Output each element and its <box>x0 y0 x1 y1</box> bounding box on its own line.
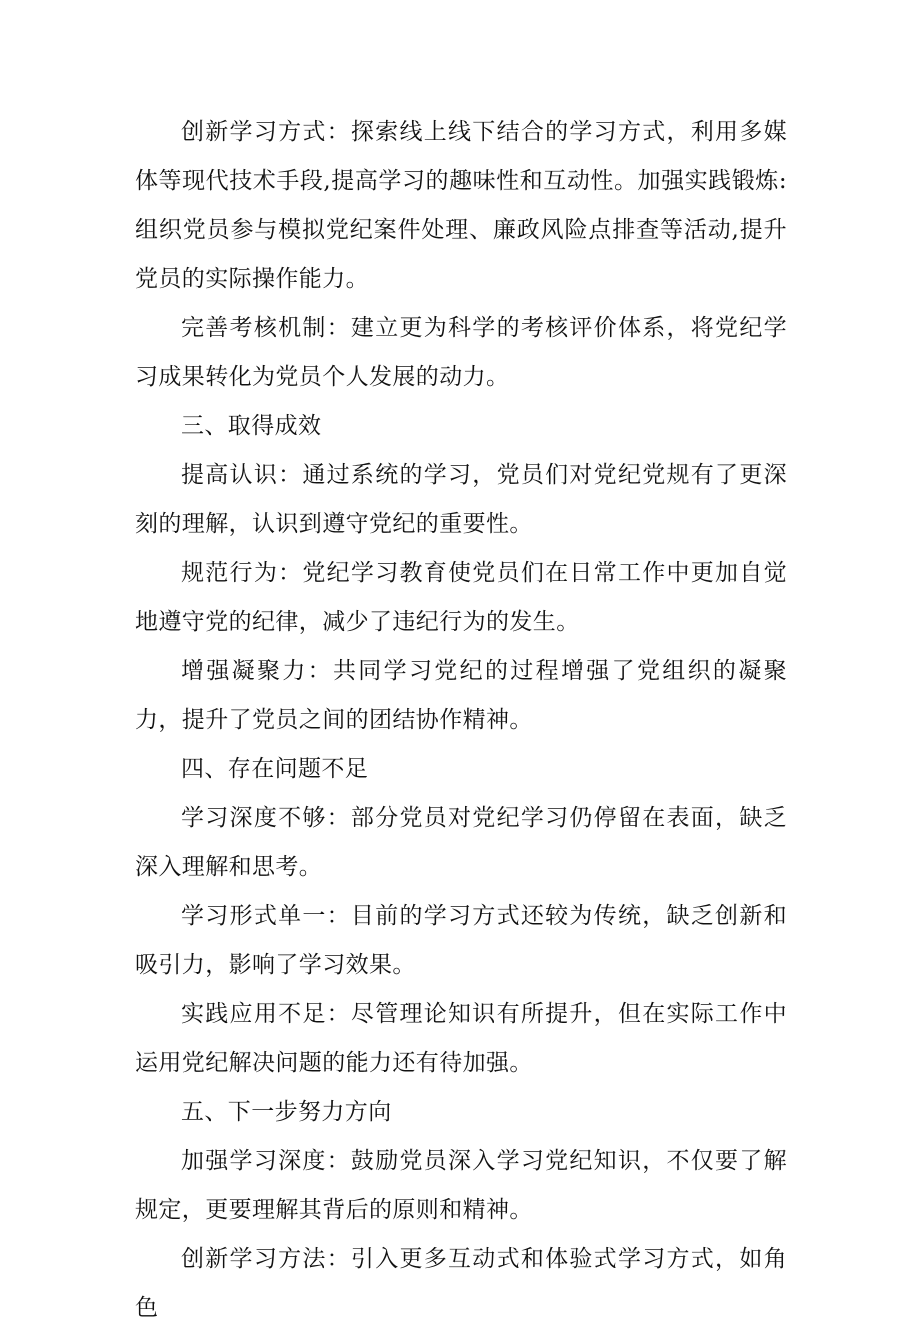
paragraph-insufficient-practice: 实践应用不足：尽管理论知识有所提升，但在实际工作中运用党纪解决问题的能力还有待加强。 <box>135 1001 787 1076</box>
paragraph-standardize-behavior: 规范行为：党纪学习教育使党员们在日常工作中更加自觉地遵守党的纪律，减少了违纪行为的发生。 <box>135 560 787 635</box>
paragraph-enhance-cohesion: 增强凝聚力：共同学习党纪的过程增强了党组织的凝聚力，提升了党员之间的团结协作精神。 <box>135 658 787 733</box>
paragraph-raise-awareness: 提高认识：通过系统的学习，党员们对党纪党规有了更深刻的理解，认识到遵守党纪的重要性。 <box>135 462 787 537</box>
paragraph-improve-assessment: 完善考核机制：建立更为科学的考核评价体系，将党纪学习成果转化为党员个人发展的动力。 <box>135 315 787 390</box>
document-body <box>135 108 787 1333</box>
paragraph-insufficient-depth: 学习深度不够：部分党员对党纪学习仍停留在表面，缺乏深入理解和思考。 <box>135 805 787 880</box>
paragraph-innovate-learning-style: 创新学习方式：探索线上线下结合的学习方式，利用多媒体等现代技术手段,提高学习的趣味性和互动性。加强实践锻炼:组织党员参与模拟党纪案件处理、廉政风险点排查等活动,提升党员的实际操作能力。 <box>135 119 787 292</box>
section-heading-problems: 四、存在问题不足 <box>181 756 369 782</box>
paragraph-innovate-methods: 创新学习方法：引入更多互动式和体验式学习方式，如角色 <box>135 1246 787 1321</box>
section-heading-next-steps: 五、下一步努力方向 <box>181 1099 392 1125</box>
section-heading-results: 三、取得成效 <box>181 413 322 439</box>
paragraph-single-format: 学习形式单一：目前的学习方式还较为传统，缺乏创新和吸引力，影响了学习效果。 <box>135 903 787 978</box>
paragraph-deepen-learning: 加强学习深度：鼓励党员深入学习党纪知识，不仅要了解规定，更要理解其背后的原则和精神。 <box>135 1148 787 1223</box>
